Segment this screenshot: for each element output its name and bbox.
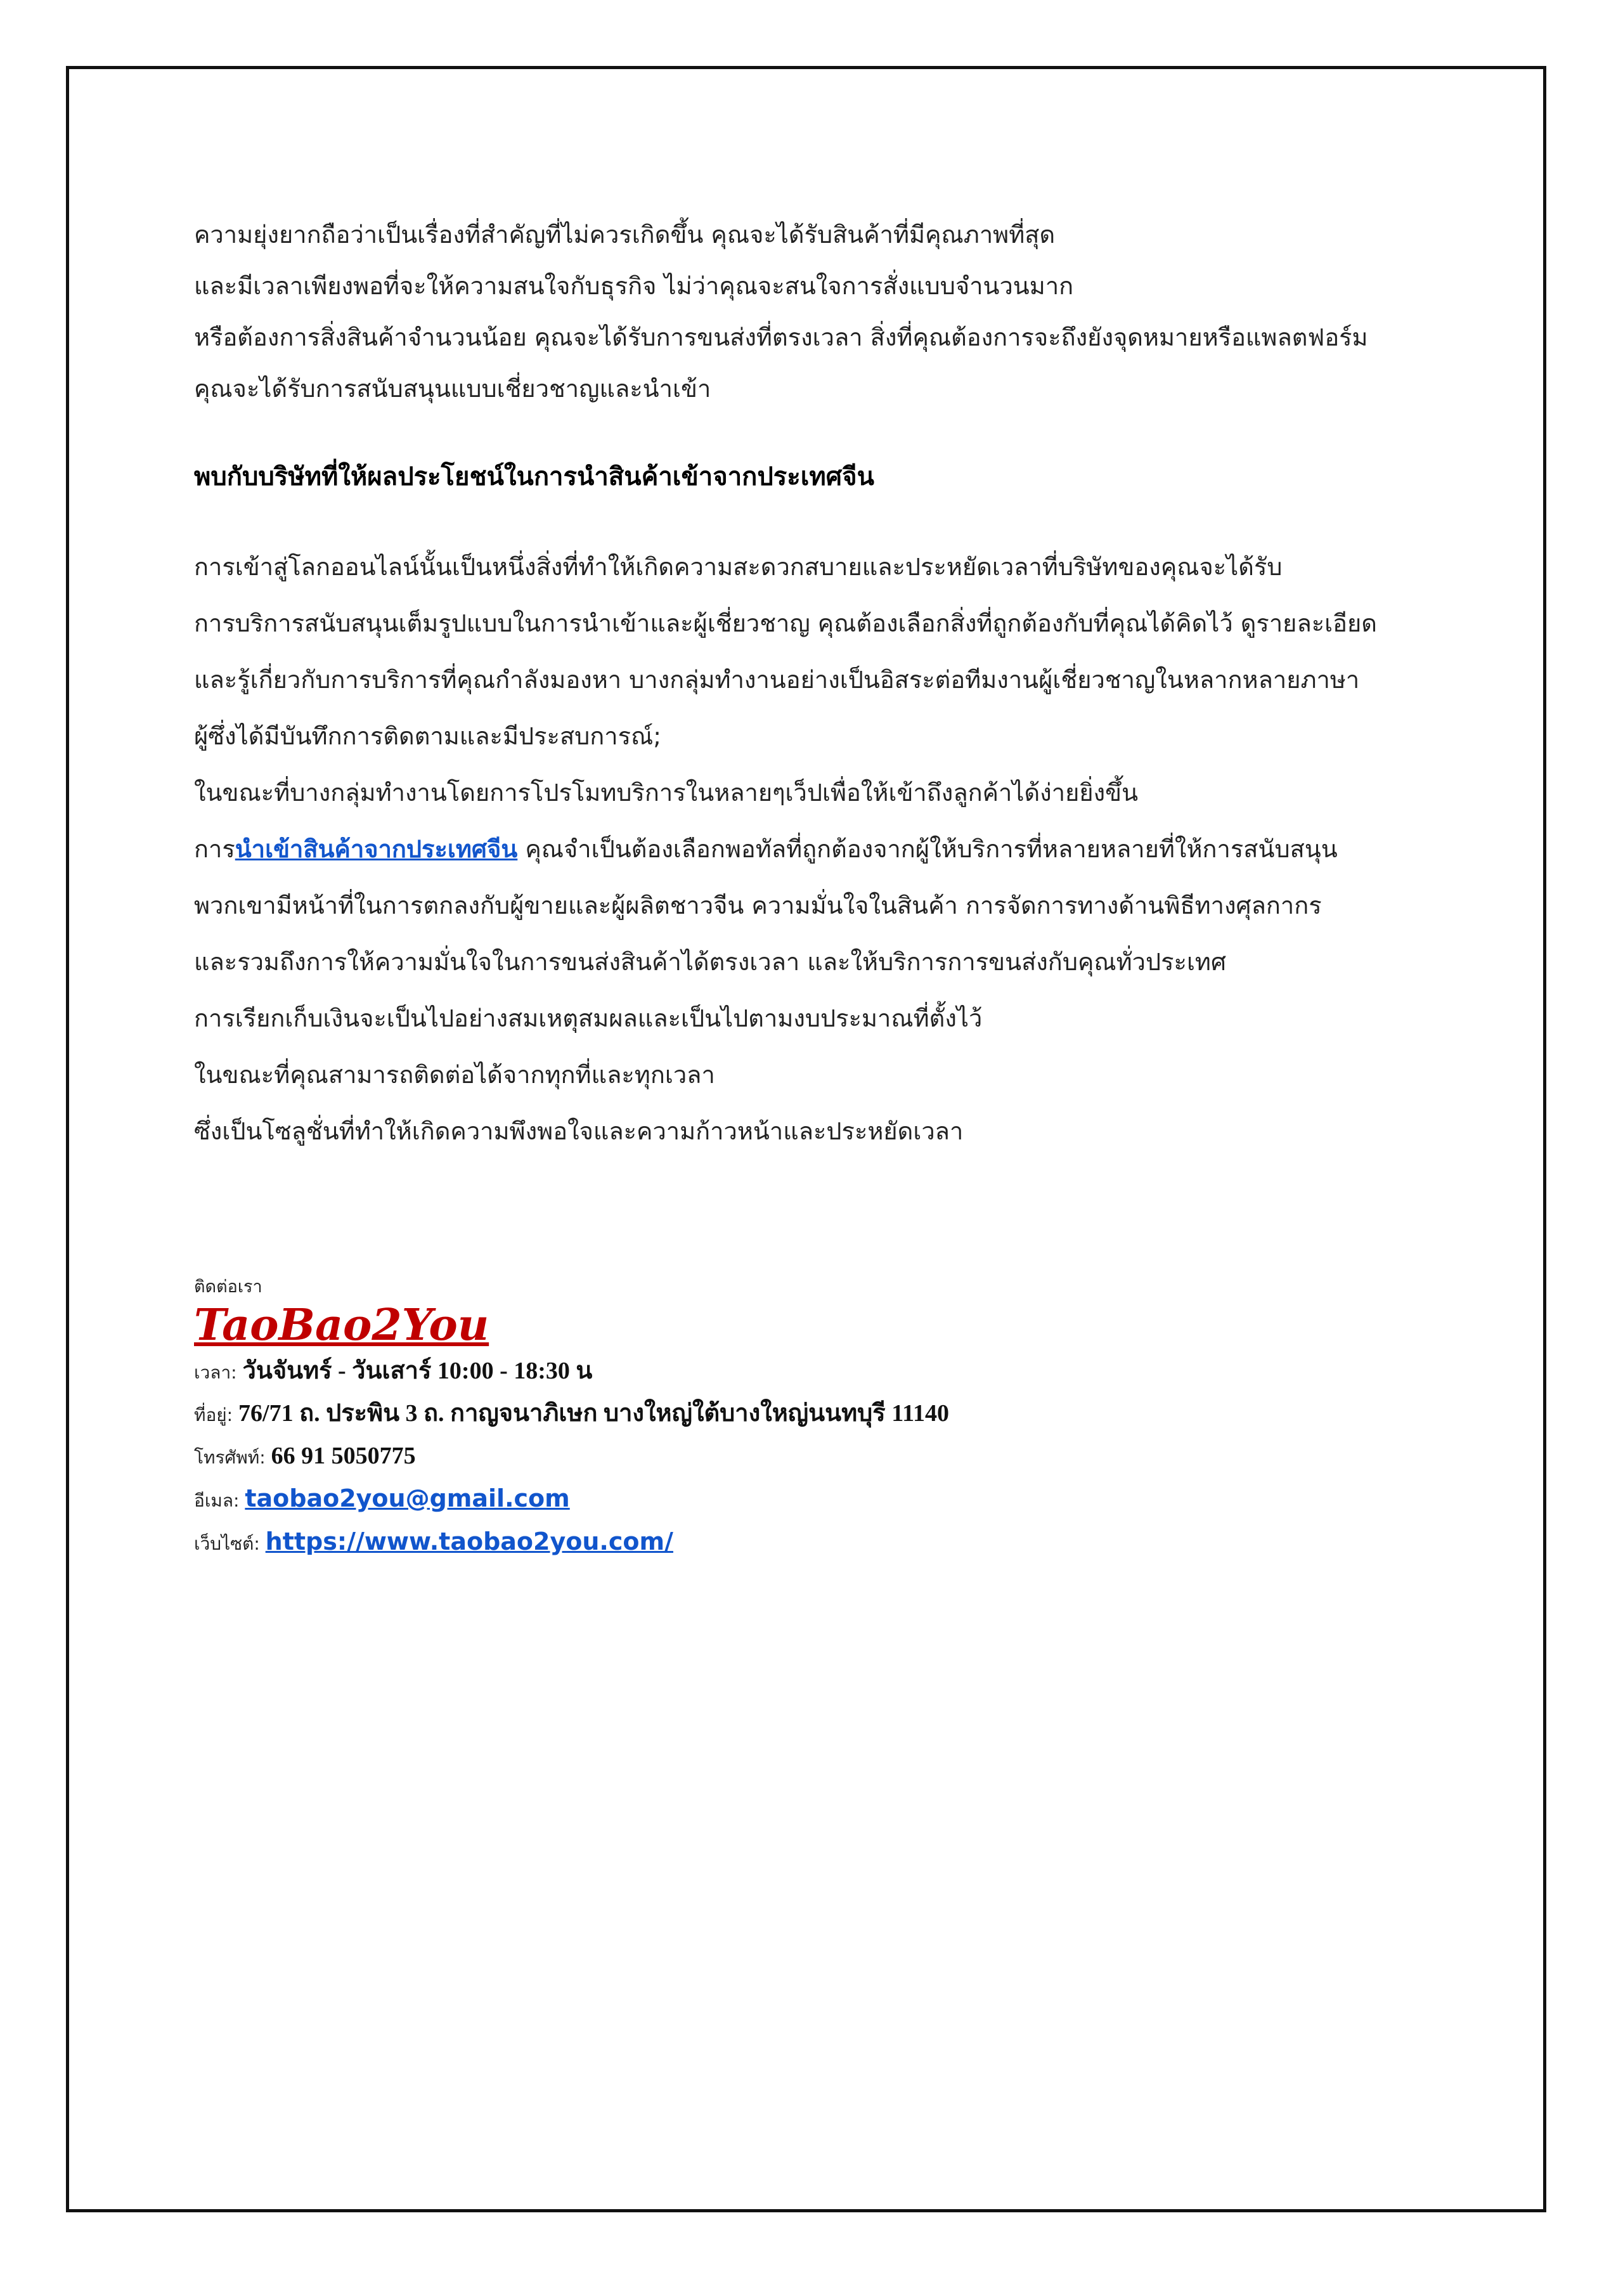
- email-link[interactable]: taobao2you@gmail.com: [245, 1484, 570, 1512]
- intro-line: และมีเวลาเพียงพอที่จะให้ความสนใจกับธุรกิจ ไม่ว่าคุณจะสนใจการสั่งแบบจำนวนมาก: [194, 272, 1074, 300]
- link-prefix: การ: [194, 835, 235, 863]
- address-label: ที่อยู่:: [194, 1404, 239, 1425]
- body-line: การเรียกเก็บเงินจะเป็นไปอย่างสมเหตุสมผลและเป็นไปตามงบประมาณที่ตั้งไว้: [194, 1004, 983, 1032]
- section-heading: พบกับบริษัทที่ให้ผลประโยชน์ในการนำสินค้าเข้าจากประเทศจีน: [194, 462, 874, 491]
- contact-block: [194, 1274, 1399, 1564]
- intro-line: คุณจะได้รับการสนับสนุนแบบเชี่ยวชาญและนำเข้า: [194, 375, 711, 403]
- phone-label: โทรศัพท์:: [194, 1447, 271, 1468]
- hours-value: วันจันทร์ - วันเสาร์ 10:00 - 18:30 น: [242, 1358, 593, 1384]
- contact-label: ติดต่อเรา: [194, 1277, 262, 1297]
- phone-value: 66 91 5050775: [271, 1443, 416, 1469]
- body-line-with-link: [194, 821, 1462, 878]
- address-row: [194, 1393, 1399, 1436]
- main-paragraph: [194, 539, 1462, 1160]
- hours-label: เวลา:: [194, 1362, 243, 1383]
- body-line: และรู้เกี่ยวกับการบริการที่คุณกำลังมองหา บางกลุ่มทำงานอย่างเป็นอิสระต่อทีมงานผู้เชี่ยวชาญในหลากหลายภาษา: [194, 666, 1360, 694]
- body-line: ผู้ซึ่งได้มีบันทึกการติดตามและมีประสบการณ์;: [194, 722, 662, 750]
- phone-row: [194, 1436, 1399, 1478]
- intro-line: หรือต้องการสิ่งสินค้าจำนวนน้อย คุณจะได้รับการขนส่งที่ตรงเวลา สิ่งที่คุณต้องการจะถึงยังจุดหมายหรือแพลตฟอร์ม: [194, 323, 1368, 351]
- body-line: และรวมถึงการให้ความมั่นใจในการขนส่งสินค้าได้ตรงเวลา และให้บริการการขนส่งกับคุณทั่วประเทศ: [194, 948, 1227, 976]
- website-link[interactable]: https://www.taobao2you.com/: [265, 1527, 673, 1555]
- intro-paragraph: [194, 209, 1462, 415]
- address-value: 76/71 ถ. ประพิน 3 ถ. กาญจนาภิเษก บางใหญ่ใต้บางใหญ่นนทบุรี 11140: [238, 1400, 950, 1427]
- website-row: [194, 1521, 1399, 1564]
- intro-line: ความยุ่งยากถือว่าเป็นเรื่องที่สำคัญที่ไม่ควรเกิดขึ้น คุณจะได้รับสินค้าที่มีคุณภาพที่สุด: [194, 221, 1056, 249]
- body-line: การบริการสนับสนุนเต็มรูปแบบในการนำเข้าและผู้เชี่ยวชาญ คุณต้องเลือกสิ่งที่ถูกต้องกับที่คุณได้คิดไว้ ดูรายละเอียด: [194, 609, 1377, 637]
- website-label: เว็บไซต์:: [194, 1533, 266, 1554]
- link-suffix: คุณจำเป็นต้องเลือกพอทัลที่ถูกต้องจากผู้ให้บริการที่หลายหลายที่ให้การสนับสนุน: [517, 835, 1338, 863]
- hours-row: [194, 1351, 1399, 1393]
- body-line: พวกเขามีหน้าที่ในการตกลงกับผู้ขายและผู้ผลิตชาวจีน ความมั่นใจในสินค้า การจัดการทางด้านพิธีทางศุลกากร: [194, 892, 1322, 919]
- body-line: ในขณะที่บางกลุ่มทำงานโดยการโปรโมทบริการในหลายๆเว็ปเพื่อให้เข้าถึงลูกค้าได้ง่ายยิ่งขึ้น: [194, 779, 1139, 807]
- email-label: อีเมล:: [194, 1490, 245, 1511]
- email-row: [194, 1478, 1399, 1521]
- brand-logo-link[interactable]: TaoBao2You: [194, 1300, 489, 1351]
- body-line: ซึ่งเป็นโซลูชั่นที่ทำให้เกิดความพึงพอใจและความก้าวหน้าและประหยัดเวลา: [194, 1117, 964, 1145]
- body-line: ในขณะที่คุณสามารถติดต่อได้จากทุกที่และทุกเวลา: [194, 1061, 715, 1089]
- body-line: การเข้าสู่โลกออนไลน์นั้นเป็นหนึ่งสิ่งที่ทำให้เกิดความสะดวกสบายและประหยัดเวลาที่บริษัทของคุณจะได้รับ: [194, 553, 1283, 581]
- china-import-link[interactable]: นำเข้าสินค้าจากประเทศจีน: [235, 835, 518, 863]
- article-body: [194, 209, 1462, 1160]
